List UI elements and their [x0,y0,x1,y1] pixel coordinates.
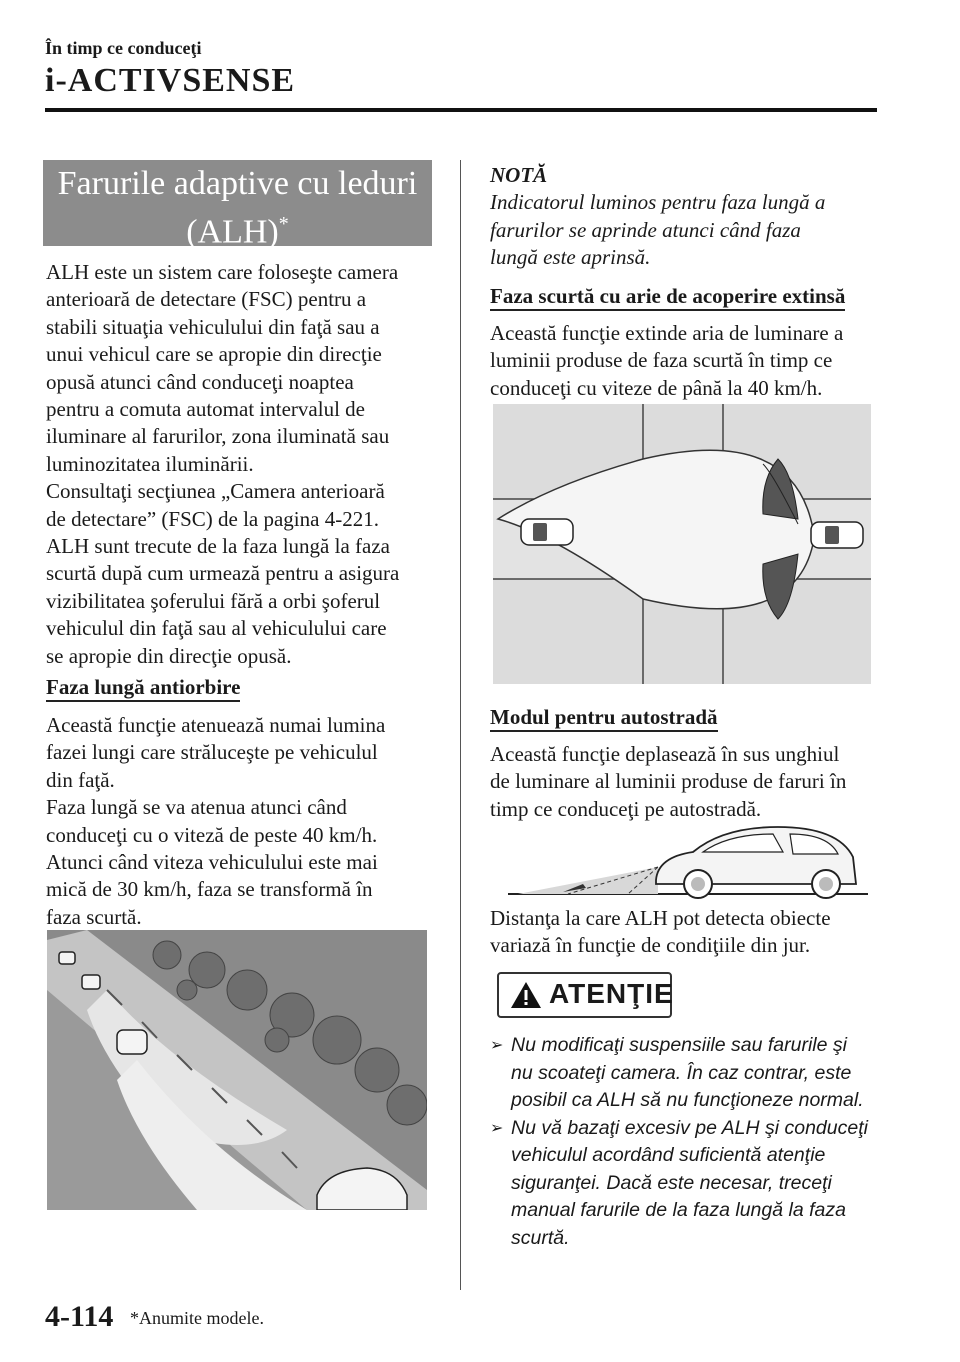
note-block [490,162,885,272]
subheading-wide-low-beam [490,284,885,311]
text-line: conduceţi cu o viteză de peste 40 km/h. [46,822,378,847]
text-line: vizibilitatea şoferului fără a orbi şoferul [46,588,381,613]
text-line: lungă este aprinsă. [490,245,651,270]
subheading-text: Faza lungă antiorbire [46,675,240,702]
text-line: conduceţi cu viteze de până la 40 km/h. [490,375,823,400]
text-line: nu scoateţi camera. În caz contrar, este [511,1061,852,1084]
figure-intersection [493,404,871,684]
subheading-anti-glare [46,675,436,702]
text-line: Nu vă bazaţi excesiv pe ALH şi conduceţi [511,1116,868,1139]
text-line: Faza lungă se va atenua atunci când [46,795,347,820]
text-line: posibil ca ALH să nu funcţioneze normal. [511,1089,864,1111]
section-title-asterisk: * [278,213,289,235]
text-line: farurilor se aprinde atunci când faza [490,217,801,242]
section-title-line2 [43,204,432,252]
page-number: 4-114 [45,1300,114,1333]
text-line: iluminare al farurilor, zona iluminată sau [46,424,390,449]
warning-triangle-icon [509,980,543,1010]
text-line: Atunci când viteza vehiculului este mai [46,850,378,875]
text-line: de luminare al luminii produse de faruri în [490,769,847,794]
subheading-text: Modul pentru autostradă [490,705,718,732]
warning-box [497,972,672,1018]
text-line: scurtă după cum urmează pentru a asigura [46,561,400,586]
footnote: *Anumite modele. [130,1308,264,1328]
warning-label: ATENŢIE [549,978,674,1009]
text-line: luminozitatea iluminării. [46,451,254,476]
header-rule [45,108,877,112]
text-line: vehiculul din faţă sau al vehiculului care [46,616,387,641]
text-line: timp ce conduceţi pe autostradă. [490,796,762,821]
text-line: Această funcţie deplasează în sus unghiul [490,742,840,766]
column-divider [460,160,461,1290]
text-line: variază în funcţie de condiţiile din jur. [490,933,811,958]
text-line: luminii produse de faza scurtă în timp ce [490,348,833,373]
text-line: anterioară de detectare (FSC) pentru a [46,287,367,312]
wide-low-beam-paragraph [490,320,885,402]
text-line: Această funcţie extinde aria de luminare a [490,321,844,345]
section-title-abbr: (ALH) [186,213,279,251]
arrow-bullet-icon: ➢ [490,1037,504,1054]
text-line: scurtă. [511,1226,570,1249]
figure-anti-glare-road [47,930,427,1210]
text-line: mică de 30 km/h, faza se transformă în [46,877,373,902]
text-line: Distanţa la care ALH pot detecta obiecte [490,906,831,930]
text-line: siguranţei. Dacă este necesar, treceţi [511,1171,832,1194]
text-line: Indicatorul luminos pentru faza lungă a [490,190,826,215]
intro-paragraph [46,259,436,670]
section-title-line1: Farurile adaptive cu leduri [57,165,418,202]
detection-distance-paragraph [490,905,885,960]
text-line: opusă atunci când conduceţi noaptea [46,369,354,394]
warning-bullet-item [490,1115,880,1253]
anti-glare-paragraph [46,712,436,931]
text-line: unui vehicul care se apropie din direcţie [46,342,382,367]
text-line: stabili situaţia vehiculului din faţă sau a [46,314,380,339]
subheading-highway-mode [490,705,885,732]
text-line: vehiculul acordând suficientă atenţie [511,1144,826,1166]
figure-highway-car [508,822,868,902]
text-line: Consultaţi secţiunea „Camera anterioară [46,479,385,504]
text-line: manual farurile de la faza lungă la faza [511,1199,846,1221]
text-line: se apropie din direcţie opusă. [46,643,292,668]
warning-bullets [490,1032,880,1252]
text-line: ALH sunt trecute de la faza lungă la faza [46,534,390,559]
note-title: NOTĂ [490,163,548,187]
warning-bullet-item [490,1032,880,1115]
text-line: fazei lungi care străluceşte pe vehiculul [46,740,378,765]
highway-mode-paragraph [490,741,885,823]
text-line: de detectare” (FSC) de la pagina 4-221. [46,506,379,531]
text-line: Nu modificaţi suspensiile sau farurile şi [511,1034,847,1056]
section-title-box [43,160,432,251]
text-line: din faţă. [46,767,115,792]
chapter-subtitle: În timp ce conduceţi [45,38,202,58]
text-line: Această funcţie atenuează numai lumina [46,713,386,737]
text-line: ALH este un sistem care foloseşte camera [46,260,399,284]
text-line: pentru a comuta automat intervalul de [46,397,365,422]
subheading-text: Faza scurtă cu arie de acoperire extinsă [490,284,845,311]
chapter-title: i-ACTIVSENSE [45,62,296,99]
arrow-bullet-icon: ➢ [490,1119,504,1137]
text-line: faza scurtă. [46,904,142,929]
